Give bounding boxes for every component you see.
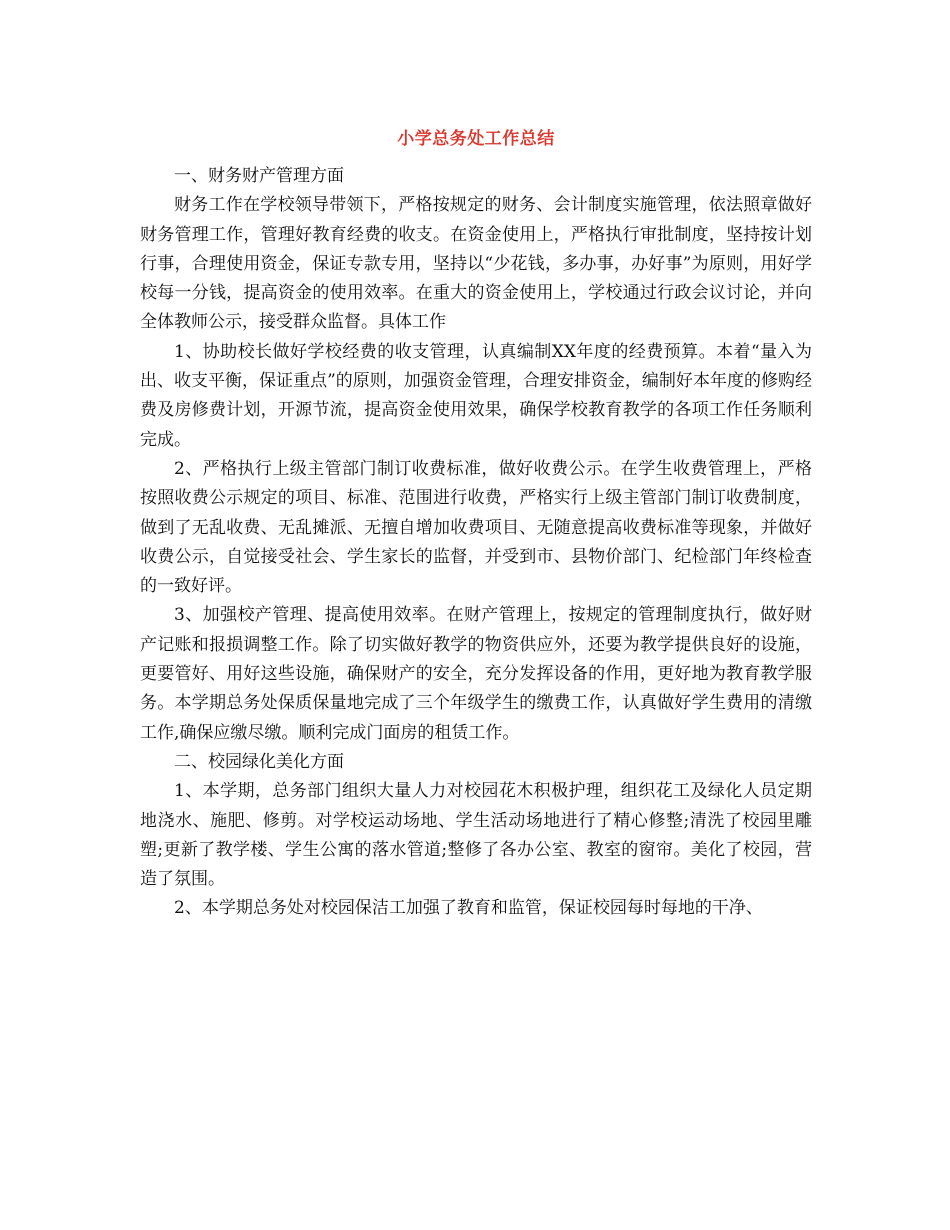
paragraph-greening-1: 1、本学期，总务部门组织大量人力对校园花木积极护理，组织花工及绿化人员定期地浇水、施肥、修剪。对学校运动场地、学生活动场地进行了精心修整;清洗了校园里雕塑;更新了教学楼、学生公寓的落水管道;整修了各办公室、教室的窗帘。美化了校园，营造了氛围。 [140, 781, 812, 890]
document-title: 小学总务处工作总结 [397, 129, 555, 149]
paragraph-finance-intro: 财务工作在学校领导带领下，严格按规定的财务、会计制度实施管理，依法照章做好财务管理工作，管理好教育经费的收支。在资金使用上，严格执行审批制度，坚持按计划行事，合理使用资金，保证专款专用，坚持以“少花钱，多办事，办好事”为原则，用好学校每一分钱，提高资金的使用效率。在重大的资金使用上，学校通过行政会议讨论，并向全体教师公示，接受群众监督。具体工作 [140, 195, 812, 333]
paragraph-item-2: 2、严格执行上级主管部门制订收费标准，做好收费公示。在学生收费管理上，严格按照收费公示规定的项目、标准、范围进行收费，严格实行上级主管部门制订收费制度，做到了无乱收费、无乱摊派、无擅自增加收费项目、无随意提高收费标准等现象，并做好收费公示，自觉接受社会、学生家长的监督，并受到市、县物价部门、纪检部门年终检查的一致好评。 [140, 458, 812, 597]
section-heading-greening: 二、校园绿化美化方面 [174, 751, 344, 772]
paragraph-item-3: 3、加强校产管理、提高使用效率。在财产管理上，按规定的管理制度执行，做好财产记账和报损调整工作。除了切实做好教学的物资供应外，还要为教学提供良好的设施，更要管好、用好这些设施，确保财产的安全，充分发挥设备的作用，更好地为教育教学服务。本学期总务处保质保量地完成了三个年级学生的缴费工作，认真做好学生费用的清缴工作,确保应缴尽缴。顺利完成门面房的租赁工作。 [140, 605, 812, 743]
paragraph-greening-2: 2、本学期总务处对校园保洁工加强了教育和监管，保证校园每时每地的干净、 [174, 898, 763, 919]
section-heading-finance: 一、财务财产管理方面 [174, 166, 344, 186]
paragraph-item-1: 1、协助校长做好学校经费的收支管理，认真编制XX年度的经费预算。本着“量入为出、收支平衡，保证重点”的原则，加强资金管理，合理安排资金，编制好本年度的修购经费及房修费计划，开源节流，提高资金使用效果，确保学校教育教学的各项工作任务顺利完成。 [140, 341, 812, 450]
document-body [140, 162, 812, 924]
